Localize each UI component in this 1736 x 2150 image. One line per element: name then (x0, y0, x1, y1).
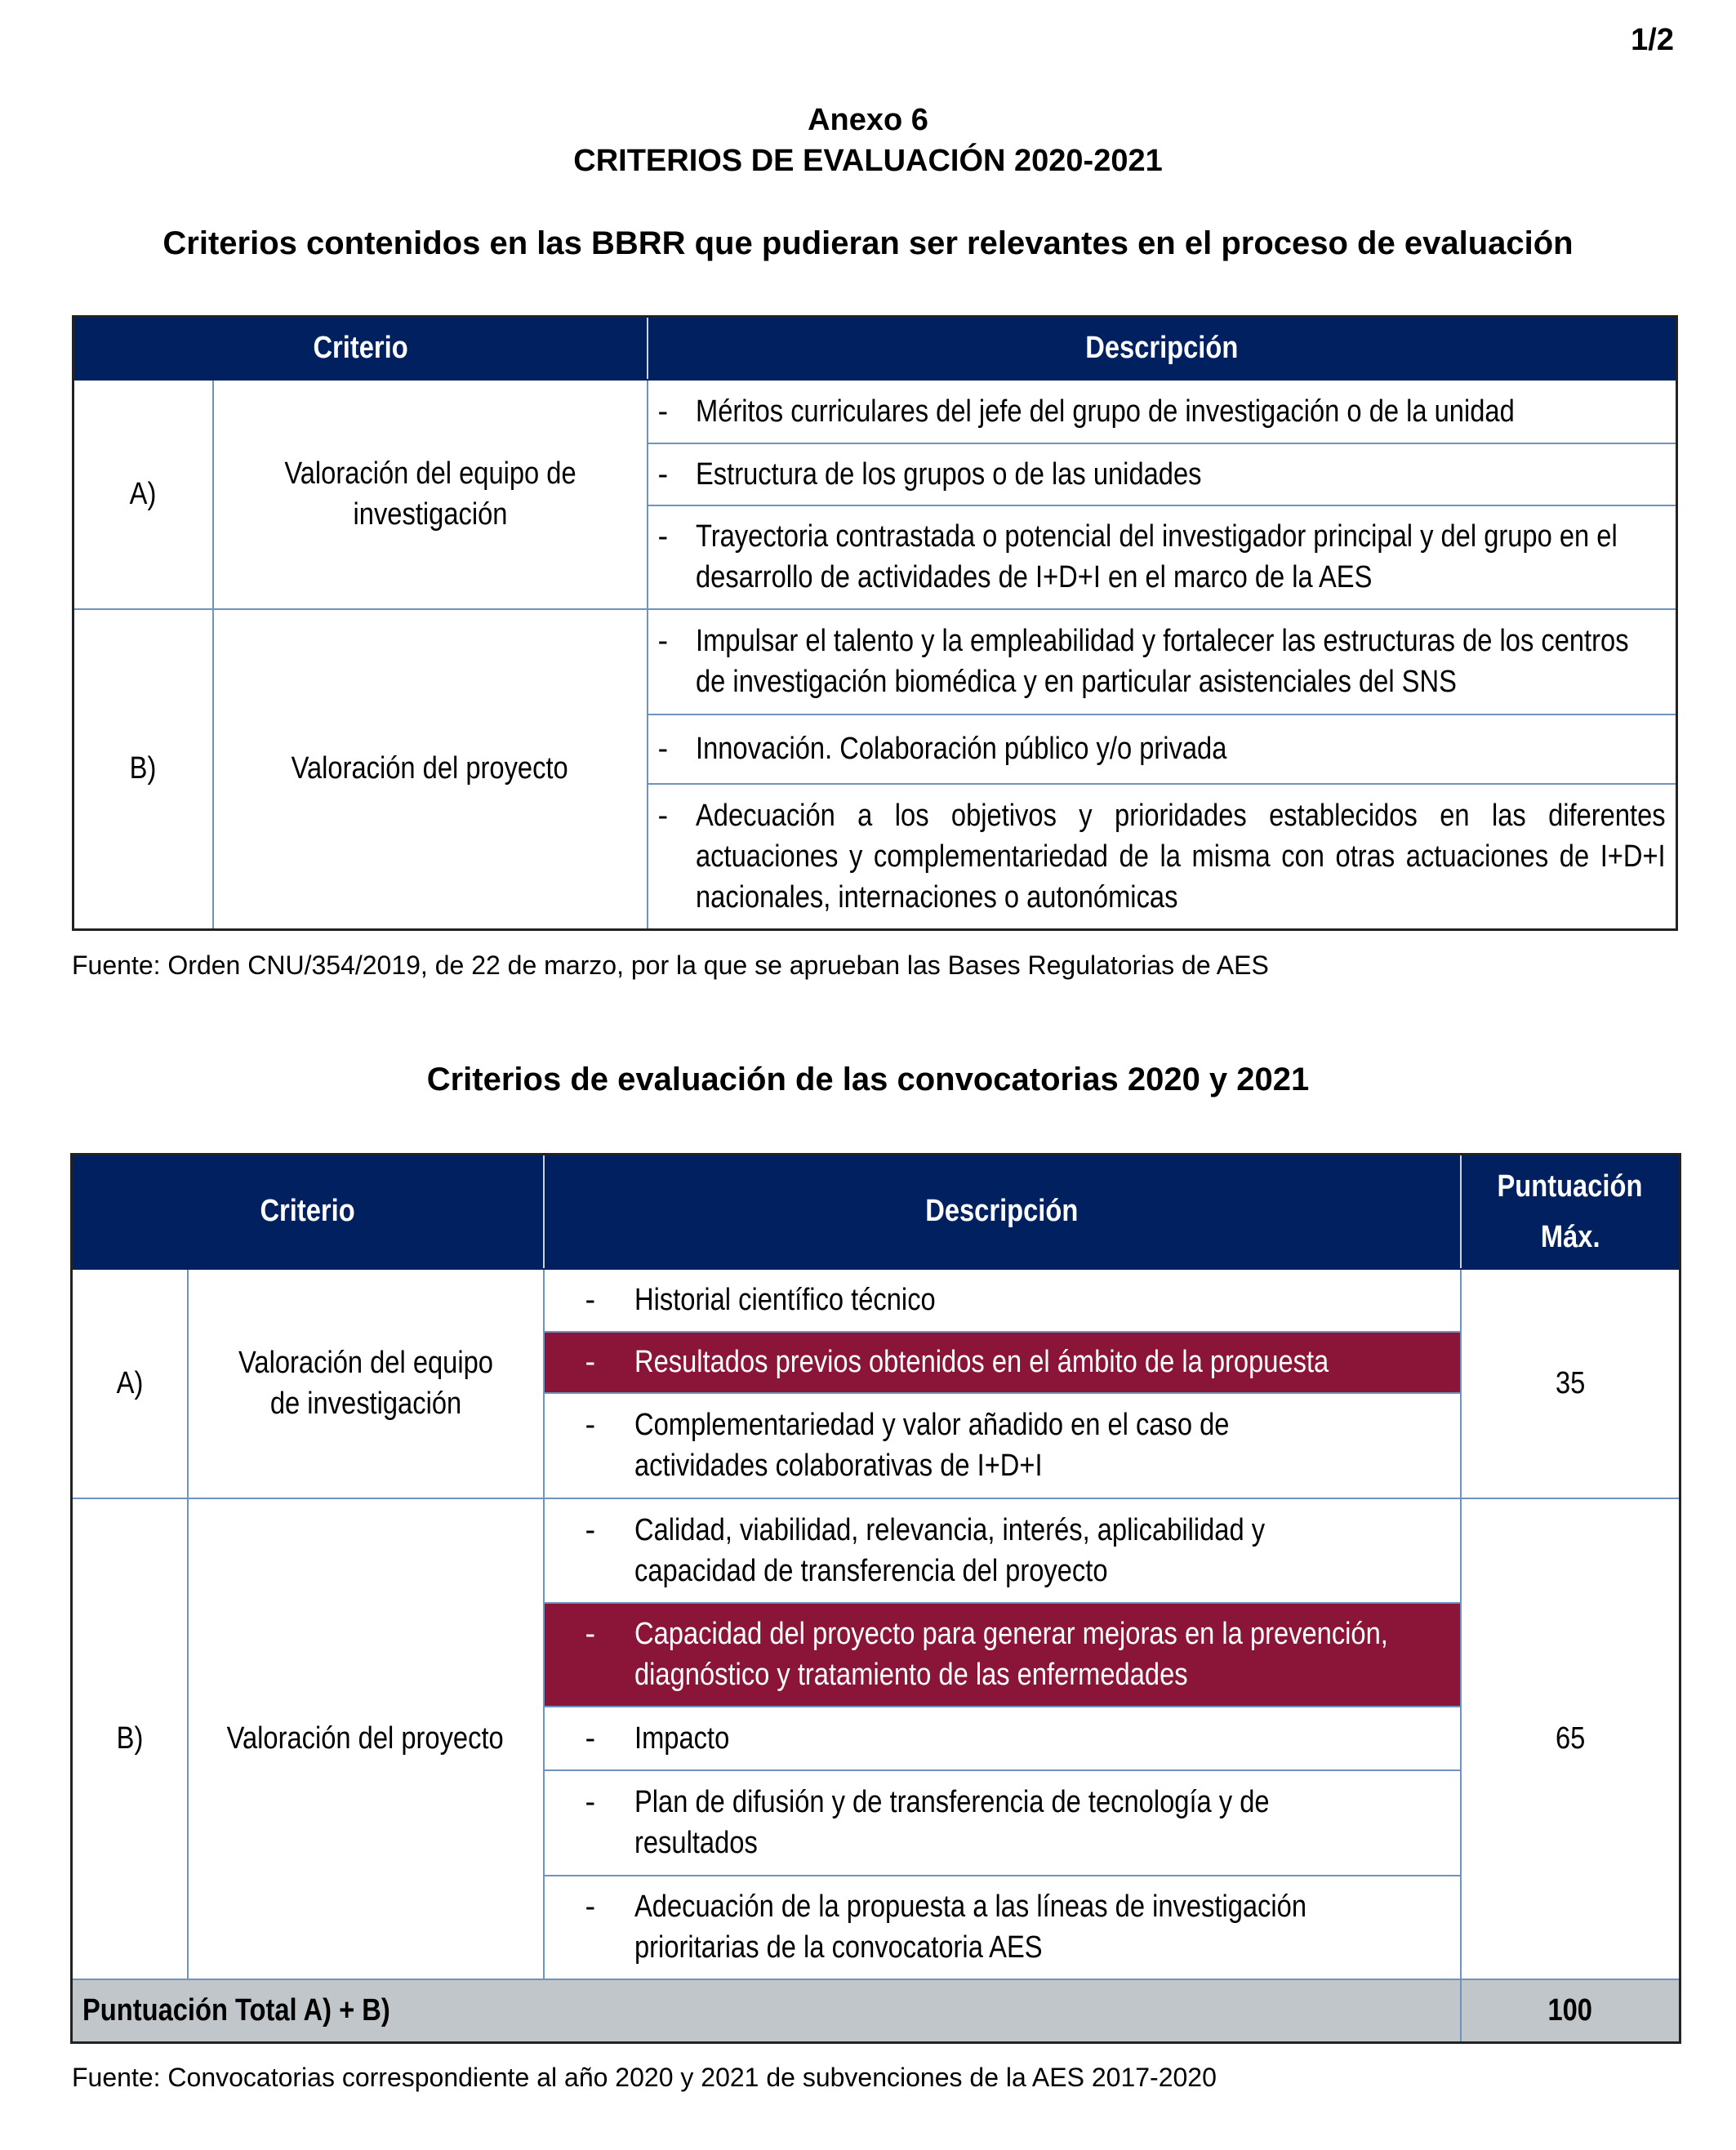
criterion-name: Valoración del equipo de investigación (213, 380, 648, 609)
description-item-highlighted: - Capacidad del proyecto para generar mejoras en la prevención, diagnóstico y tratamiento de las enfermedades (544, 1603, 1461, 1707)
bullet-dash: - (585, 1283, 596, 1317)
bbrr-criteria-table (72, 315, 1678, 931)
col-header-puntuacion-max: Puntuación Máx. (1461, 1155, 1680, 1269)
bullet-dash: - (657, 732, 669, 766)
bullet-dash: - (657, 798, 669, 833)
description-item: - Méritos curriculares del jefe del grupo de investigación o de la unidad (648, 380, 1677, 443)
table1-source: Fuente: Orden CNU/354/2019, de 22 de marzo, por la que se aprueban las Bases Regulatorias de AES (72, 950, 1269, 980)
description-item: - Calidad, viabilidad, relevancia, interés, aplicabilidad y capacidad de transferencia del proyecto (544, 1498, 1461, 1603)
description-item: - Trayectoria contrastada o potencial del investigador principal y del grupo en el desarrollo de actividades de I+D+I en el marco de la AES (648, 505, 1677, 609)
col-header-descripcion: Descripción (544, 1155, 1461, 1269)
annex-title: Anexo 6 (808, 103, 928, 137)
document-title: CRITERIOS DE EVALUACIÓN 2020-2021 (573, 144, 1163, 178)
table-header-row (72, 1155, 1680, 1269)
description-item: - Complementariedad y valor añadido en el caso de actividades colaborativas de I+D+I (544, 1393, 1461, 1498)
bullet-dash: - (585, 1345, 596, 1379)
col-header-criterio: Criterio (72, 1155, 544, 1269)
criterion-name: Valoración del proyecto (213, 609, 648, 930)
description-item: - Impulsar el talento y la empleabilidad y fortalecer las estructuras de los centros de investigación biomédica y en particular asistenciales del SNS (648, 609, 1677, 714)
description-item: - Impacto (544, 1707, 1461, 1770)
table-row (72, 1269, 1680, 1332)
criterion-letter: B) (72, 1498, 188, 1979)
description-item: - Adecuación a los objetivos y prioridades establecidos en las diferentes actuaciones y complementariedad de la misma con otras actuaciones de I+D+I nacionales, internaciones o autonómicas (648, 784, 1677, 930)
col-header-descripcion: Descripción (648, 317, 1677, 380)
total-label: Puntuación Total A) + B) (72, 1979, 1461, 2043)
criterion-name: Valoración del proyecto (188, 1498, 544, 1979)
table2-source: Fuente: Convocatorias correspondiente al año 2020 y 2021 de subvenciones de la AES 2017-2020 (72, 2063, 1217, 2092)
table-row (73, 380, 1677, 443)
table-row (73, 609, 1677, 714)
description-item: - Plan de difusión y de transferencia de tecnología y de resultados (544, 1770, 1461, 1876)
bullet-dash: - (585, 1785, 596, 1819)
description-item-highlighted: - Resultados previos obtenidos en el ámbito de la propuesta (544, 1332, 1461, 1393)
table-row (72, 1498, 1680, 1603)
description-item: - Adecuación de la propuesta a las líneas de investigación prioritarias de la convocatoria AES (544, 1876, 1461, 1979)
criterion-letter: B) (73, 609, 213, 930)
bullet-dash: - (657, 624, 669, 658)
page-number: 1/2 (1631, 23, 1674, 57)
criterion-letter: A) (72, 1269, 188, 1498)
bullet-dash: - (585, 1890, 596, 1924)
total-score: 100 (1461, 1979, 1680, 2043)
bullet-dash: - (585, 1408, 596, 1442)
table2-title: Criterios de evaluación de las convocatorias 2020 y 2021 (426, 1062, 1310, 1097)
criterion-letter: A) (73, 380, 213, 609)
bullet-dash: - (657, 519, 669, 554)
evaluation-criteria-table (70, 1153, 1681, 2044)
total-row (72, 1979, 1680, 2043)
bullet-dash: - (657, 394, 669, 429)
table-header-row (73, 317, 1677, 380)
bullet-dash: - (585, 1512, 596, 1547)
description-item: - Historial científico técnico (544, 1269, 1461, 1332)
max-score: 65 (1461, 1498, 1680, 1979)
table1-title: Criterios contenidos en las BBRR que pudieran ser relevantes en el proceso de evaluación (162, 225, 1574, 261)
bullet-dash: - (585, 1720, 596, 1756)
bullet-dash: - (585, 1617, 596, 1651)
max-score: 35 (1461, 1269, 1680, 1498)
description-item: - Innovación. Colaboración público y/o privada (648, 714, 1677, 784)
criterion-name: Valoración del equipo de investigación (188, 1269, 544, 1498)
col-header-criterio: Criterio (73, 317, 648, 380)
description-item: - Estructura de los grupos o de las unidades (648, 443, 1677, 505)
bullet-dash: - (657, 456, 669, 492)
